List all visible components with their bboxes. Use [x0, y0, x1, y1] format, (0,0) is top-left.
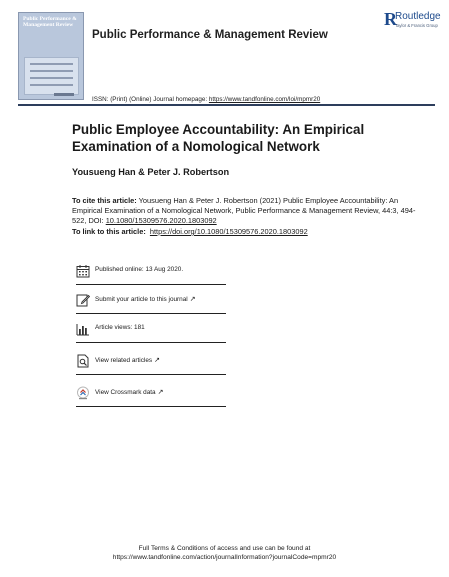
journal-cover-thumbnail — [18, 12, 84, 100]
submit-article-link[interactable]: Submit your article to this journal ↗ — [95, 296, 196, 303]
article-title: Public Employee Accountability: An Empirical Examination of a Nomological Network — [72, 122, 365, 154]
crossmark-icon — [76, 386, 90, 400]
routledge-logo-icon: R — [384, 9, 397, 29]
bar-chart-icon — [76, 322, 90, 336]
published-date: Published online: 13 Aug 2020. — [95, 266, 184, 273]
related-articles-row[interactable] — [76, 348, 226, 375]
issn-text: ISSN: (Print) (Online) Journal homepage: — [92, 96, 209, 103]
footer — [0, 544, 449, 562]
publisher-subtitle: Taylor & Francis Group — [395, 23, 438, 28]
submit-article-row[interactable] — [76, 287, 226, 314]
crossmark-row[interactable] — [76, 380, 226, 407]
search-document-icon — [76, 354, 90, 368]
publisher-name: Routledge — [395, 11, 441, 22]
crossmark-link[interactable]: View Crossmark data ↗ — [95, 389, 164, 396]
doi-link[interactable]: 10.1080/15309576.2020.1803092 — [105, 216, 217, 225]
article-views-row — [76, 316, 226, 343]
external-link-icon: ↗ — [189, 296, 196, 303]
footer-terms-text: Full Terms & Conditions of access and use can be found at — [138, 545, 311, 552]
article-doi-url[interactable]: https://doi.org/10.1080/15309576.2020.1803092 — [149, 227, 308, 236]
calendar-icon — [76, 264, 90, 278]
header-divider — [18, 104, 435, 106]
external-link-icon: ↗ — [157, 389, 164, 396]
citation-label: To cite this article: — [72, 196, 137, 205]
publisher-logo — [384, 9, 444, 31]
link-label: To link to this article: — [72, 227, 146, 236]
article-views: Article views: 181 — [95, 324, 145, 331]
external-link-icon: ↗ — [154, 357, 160, 364]
article-link-block — [72, 227, 308, 236]
citation-text: Yousueng Han & Peter J. Robertson (2021) Public Employee Accountability: An Empirical Examination of a Nomological Network, Public Performance & Management Review, 44:3, 494-522, DOI: — [72, 196, 416, 225]
related-articles-link[interactable]: View related articles ↗ — [95, 357, 160, 364]
cover-contents-box — [24, 57, 79, 95]
article-authors: Yousueng Han & Peter J. Robertson — [72, 167, 230, 177]
journal-title: Public Performance & Management Review — [92, 29, 328, 41]
citation-block — [72, 196, 417, 226]
footer-terms-link[interactable]: https://www.tandfonline.com/action/journalInformation?journalCode=mpmr20 — [112, 554, 337, 561]
pencil-edit-icon — [76, 293, 90, 307]
journal-homepage-link[interactable]: https://www.tandfonline.com/loi/mpmr20 — [208, 96, 321, 103]
cover-publisher-mark — [54, 93, 74, 96]
issn-line — [92, 96, 320, 103]
cover-title: Public Performance & Management Review — [23, 16, 77, 29]
published-row — [76, 258, 226, 285]
